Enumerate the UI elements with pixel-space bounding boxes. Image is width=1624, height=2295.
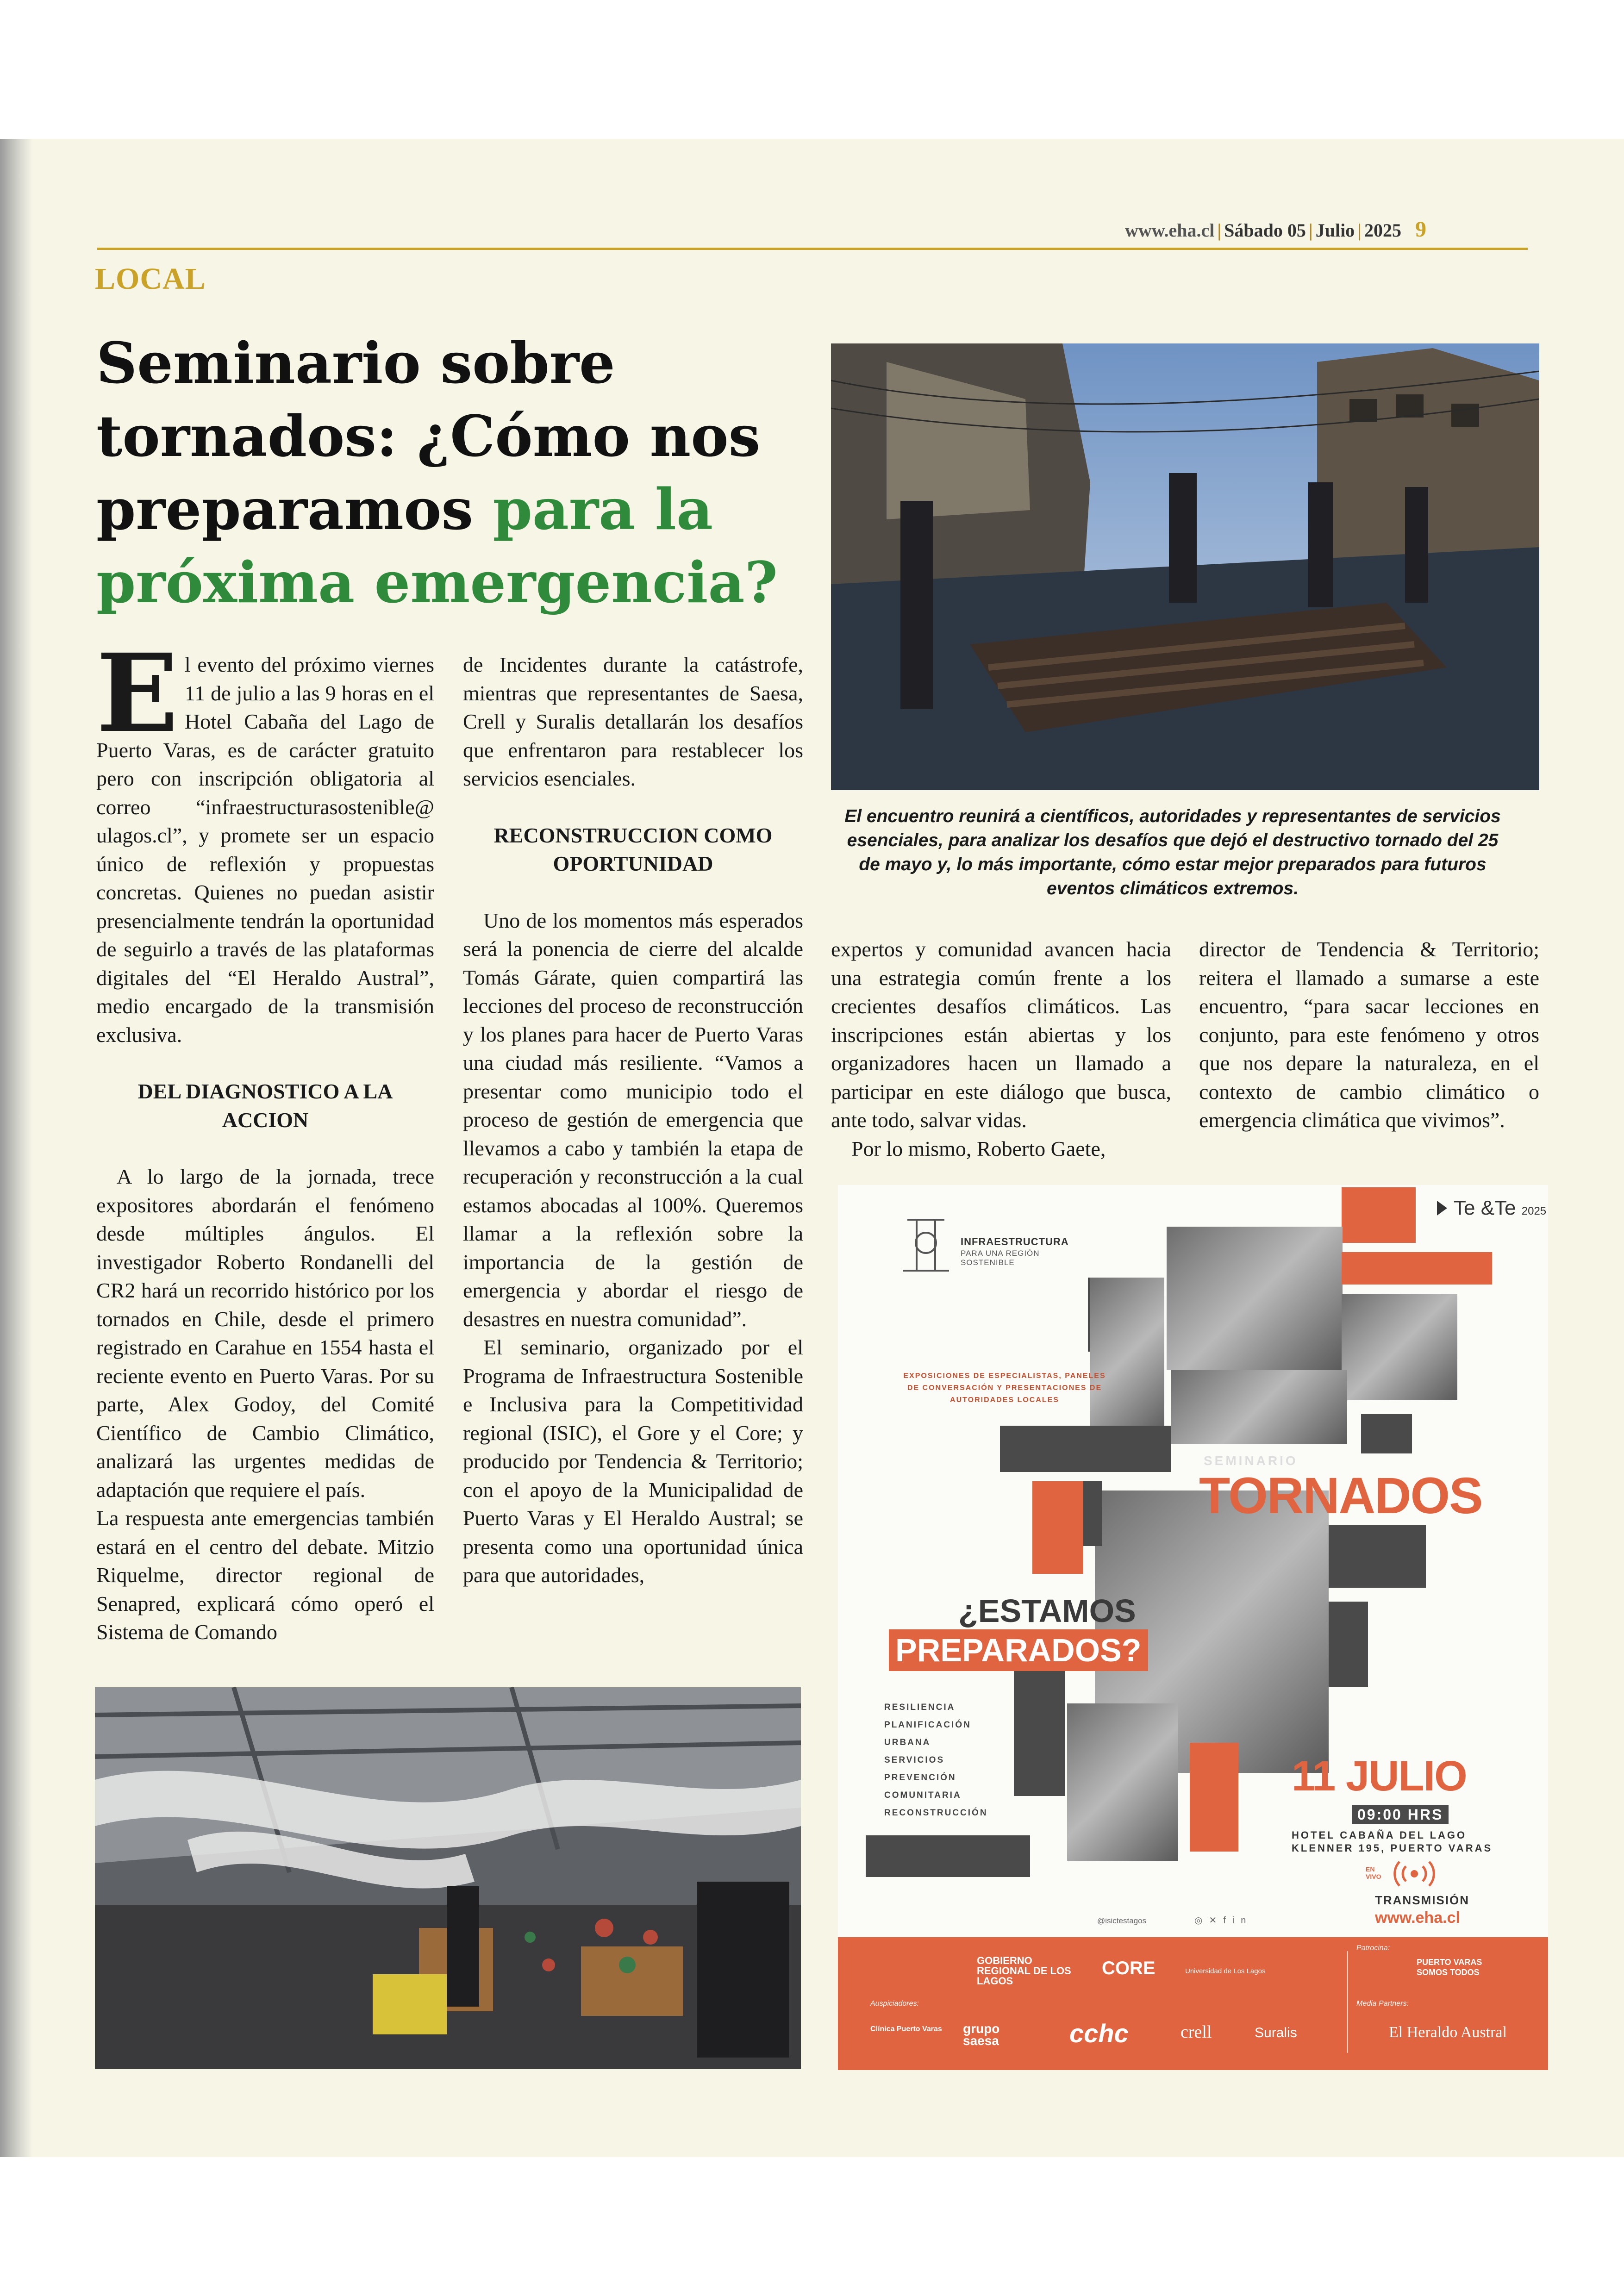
sponsor-divider xyxy=(1347,1951,1348,2053)
gray-block xyxy=(1014,1666,1065,1796)
linkedin-icon[interactable]: in xyxy=(1232,1915,1253,1926)
article-column-3 xyxy=(831,935,1171,1163)
damaged-store-interior-photo xyxy=(95,1687,801,2069)
header-year: 2025 xyxy=(1364,220,1401,241)
poster-org-sub: PARA UNA REGIÓN SOSTENIBLE xyxy=(961,1249,1040,1267)
te-logo-text: Te &Te xyxy=(1454,1197,1516,1219)
poster-preparados: PREPARADOS? xyxy=(889,1629,1148,1671)
section-label: LOCAL xyxy=(95,262,206,296)
article-column-4 xyxy=(1199,935,1539,1135)
instagram-icon[interactable]: ◎ xyxy=(1194,1915,1209,1926)
subhead-reconstruccion: RECONSTRUCCION COMO OPORTUNIDAD xyxy=(493,823,773,875)
page-spine-shadow xyxy=(0,139,32,2157)
header-website[interactable]: www.eha.cl xyxy=(1125,220,1215,241)
orange-block xyxy=(1342,1187,1416,1243)
column2-paragraph-2: Uno de los momentos más esperados será la ponencia de cierre del alcalde Tomás Gárate, quien compartirá las lecciones del proceso de reconstrucción y los planes para hacer de Puerto Varas una ciudad más resiliente. “Vamos a presentar como municipio todo el proceso de gestión de emergencia que llevamos a cabo y también la etapa de recuperación y reconstrucción a la cual estamos abocadas al 100%. Queremos llamar a la reflexión sobre la importancia de la gestión de emergencia y abordar el riesgo de desastres en nuestra comunidad”. xyxy=(463,908,803,1331)
column4-paragraph-1: director de Tendencia & Territorio; reitera el llamado a sumarse a este encuentro, “para sacar lecciones en conjunto, para este fenómeno y otros que nos depare la naturaleza, en el contexto de cambio climático o emergencia climática que vivimos”. xyxy=(1199,937,1539,1132)
gray-block xyxy=(866,1835,1030,1877)
poster-date: 11 JULIO xyxy=(1292,1752,1467,1800)
article-column-2 xyxy=(463,650,803,1590)
mosaic-photo-5 xyxy=(1067,1703,1178,1861)
orange-block xyxy=(1032,1481,1083,1574)
page-header: www.eha.cl | Sábado 05 | Julio | 2025 9 xyxy=(1125,217,1426,242)
mosaic-photo-2 xyxy=(1342,1294,1457,1400)
poster-tornados: TORNADOS xyxy=(1199,1467,1482,1524)
header-day: Sábado 05 xyxy=(1224,220,1306,241)
bottom-photo xyxy=(95,1687,801,2069)
te-logo xyxy=(1454,1199,1546,1221)
infrastructure-logo-icon xyxy=(898,1210,954,1280)
sponsor-logo: crell xyxy=(1181,2022,1212,2042)
topic-item: RESILIENCIA xyxy=(884,1703,956,1712)
top-photo xyxy=(831,343,1539,790)
orange-block xyxy=(1342,1252,1492,1285)
poster-org-title: INFRAESTRUCTURA xyxy=(961,1236,1069,1247)
tornado-damage-street-photo xyxy=(831,343,1539,790)
headline-green: para la próxima emergencia? xyxy=(96,476,778,616)
broadcast-icon xyxy=(1387,1860,1442,1888)
poster-web[interactable]: www.eha.cl xyxy=(1375,1909,1460,1927)
article-column-1 xyxy=(96,630,434,1646)
topic-item: URBANA xyxy=(884,1738,931,1747)
poster-time: 09:00 HRS xyxy=(1352,1805,1449,1824)
column1-paragraph-2: A lo largo de la jornada, trece expositores abordarán el fenómeno desde múltiples ángulos. El investigador Roberto Rondanelli del CR2 hará un recorrido histórico por los tornados en Chile, desde el primero registrado en Carahue en 1554 hasta el reciente evento en Puerto Varas. Por su parte, Alex Godoy, del Comité Científico de Cambio Climático, analizará las urgentes medidas de adaptación que requiere el país. xyxy=(96,1165,434,1502)
gray-block xyxy=(1329,1525,1426,1588)
poster-handle: @isictestagos xyxy=(1097,1916,1147,1925)
sponsor-logo: cchc xyxy=(1069,2019,1129,2048)
subhead-diagnostico: DEL DIAGNOSTICO A LA ACCION xyxy=(137,1079,393,1132)
heraldo-austral-logo: El Heraldo Austral xyxy=(1389,2024,1507,2041)
column3-paragraph-2: Por lo mismo, Roberto Gaete, xyxy=(851,1136,1106,1160)
ulagos-logo: Universidad de Los Lagos xyxy=(1185,1967,1266,1975)
gray-block xyxy=(1083,1481,1102,1546)
poster-description: EXPOSICIONES DE ESPECIALISTAS, PANELES DE CONVERSACIÓN Y PRESENTACIONES DE AUTORIDADES LOCALES xyxy=(903,1372,1106,1404)
column2-paragraph-3: El seminario, organizado por el Programa de Infraestructura Sostenible e Inclusiva para la Competitividad regional (ISIC), el Gore y el Core; y producido por Tendencia & Territorio; con el apoyo de la Municipalidad de Puerto Varas y El Heraldo Austral; se presenta como una oportunidad única para que autoridades, xyxy=(463,1335,803,1587)
header-month: Julio xyxy=(1315,220,1355,241)
column1-lead: l evento del próximo viernes 11 de julio a las 9 horas en el Hotel Cabaña del Lago de Puerto Varas, es de carácter gratuito pero con inscripción obligatoria al correo “infraestructurasostenible@ ulagos.cl”, y promete ser un espacio único de reflexión y propuestas concretas. Quienes no puedan asistir presencialmente tendrán la oportunidad de seguirlo a través de las plataformas digitales del “El Heraldo Austral”, medio encargado de la transmisión exclusiva. xyxy=(96,653,434,1047)
seminar-poster xyxy=(838,1185,1548,2070)
social-icons xyxy=(1194,1915,1252,1926)
poster-estamos: ¿ESTAMOS xyxy=(958,1593,1136,1629)
topic-item: PLANIFICACIÓN xyxy=(884,1720,971,1730)
poster-address: KLENNER 195, PUERTO VARAS xyxy=(1292,1842,1493,1854)
sponsor-logo: Suralis xyxy=(1255,2025,1297,2040)
topic-item: PREVENCIÓN xyxy=(884,1773,956,1783)
facebook-icon[interactable]: f xyxy=(1223,1915,1232,1926)
mosaic-photo-1 xyxy=(1167,1227,1343,1370)
puerto-varas-logo: PUERTO VARAS SOMOS TODOS xyxy=(1417,1958,1482,1977)
sponsor-logo: Clínica Puerto Varas xyxy=(870,2025,942,2033)
page-number: 9 xyxy=(1415,217,1426,242)
column3-paragraph-1: expertos y comunidad avancen hacia una estrategia común frente a los crecientes desafíos climáticos. Las inscripciones están abiertas y los organizadores hacen un llamado a participar en este diálogo que busca, ante todo, salvar vidas. xyxy=(831,937,1171,1132)
x-icon[interactable]: ✕ xyxy=(1209,1915,1224,1926)
media-partners-label: Media Partners: xyxy=(1356,2000,1409,2008)
topic-item: SERVICIOS xyxy=(884,1755,945,1765)
gobierno-regional-logo: GOBIERNO REGIONAL DE LOS LAGOS xyxy=(977,1955,1071,1987)
poster-topics xyxy=(884,1699,1005,1822)
poster-transmision: TRANSMISIÓN xyxy=(1375,1893,1469,1907)
gray-block xyxy=(1329,1602,1368,1687)
gray-block xyxy=(1361,1414,1412,1453)
topic-item: COMUNITARIA xyxy=(884,1790,962,1800)
headline-black: Seminario sobre tornados: ¿Cómo nos preparamos xyxy=(96,330,761,543)
poster-venue: HOTEL CABAÑA DEL LAGO xyxy=(1292,1829,1467,1841)
patrocina-label: Patrocina: xyxy=(1356,1944,1390,1952)
auspiciadores-label: Auspiciadores: xyxy=(870,2000,919,2008)
photo-caption: El encuentro reunirá a científicos, autoridades y representantes de servicios esenciales, para analizar los desafíos que dejó el destructivo tornado del 25 de mayo y, lo más importante, cómo estar mejor preparados para futuros eventos climáticos extremos. xyxy=(844,806,1501,898)
column2-paragraph-1: de Incidentes durante la catástrofe, mientras que representantes de Saesa, Crell y Suralis detallarán los desafíos que enfrentaron para restablecer los servicios esenciales. xyxy=(463,653,803,790)
te-logo-year: 2025 xyxy=(1521,1205,1547,1217)
column1-paragraph-3: La respuesta ante emergencias también estará en el centro del debate. Mitzio Riquelme, director regional de Senapred, explicará cómo operó el Sistema de Comando xyxy=(96,1506,434,1644)
header-rule xyxy=(97,248,1528,250)
orange-block xyxy=(1190,1743,1238,1852)
core-logo: CORE xyxy=(1102,1958,1156,1978)
mosaic-photo-4 xyxy=(1171,1370,1347,1444)
poster-envivo: EN VIVO xyxy=(1366,1865,1381,1880)
poster-seminario: SEMINARIO xyxy=(1204,1453,1298,1468)
drop-cap: E xyxy=(96,630,178,756)
play-arrow-icon xyxy=(1435,1199,1449,1217)
sponsor-logo: grupo saesa xyxy=(963,2021,1000,2048)
gray-block xyxy=(1000,1426,1171,1472)
topic-item: RECONSTRUCCIÓN xyxy=(884,1808,988,1818)
headline xyxy=(96,326,818,619)
mosaic-photo-3 xyxy=(1090,1278,1164,1435)
